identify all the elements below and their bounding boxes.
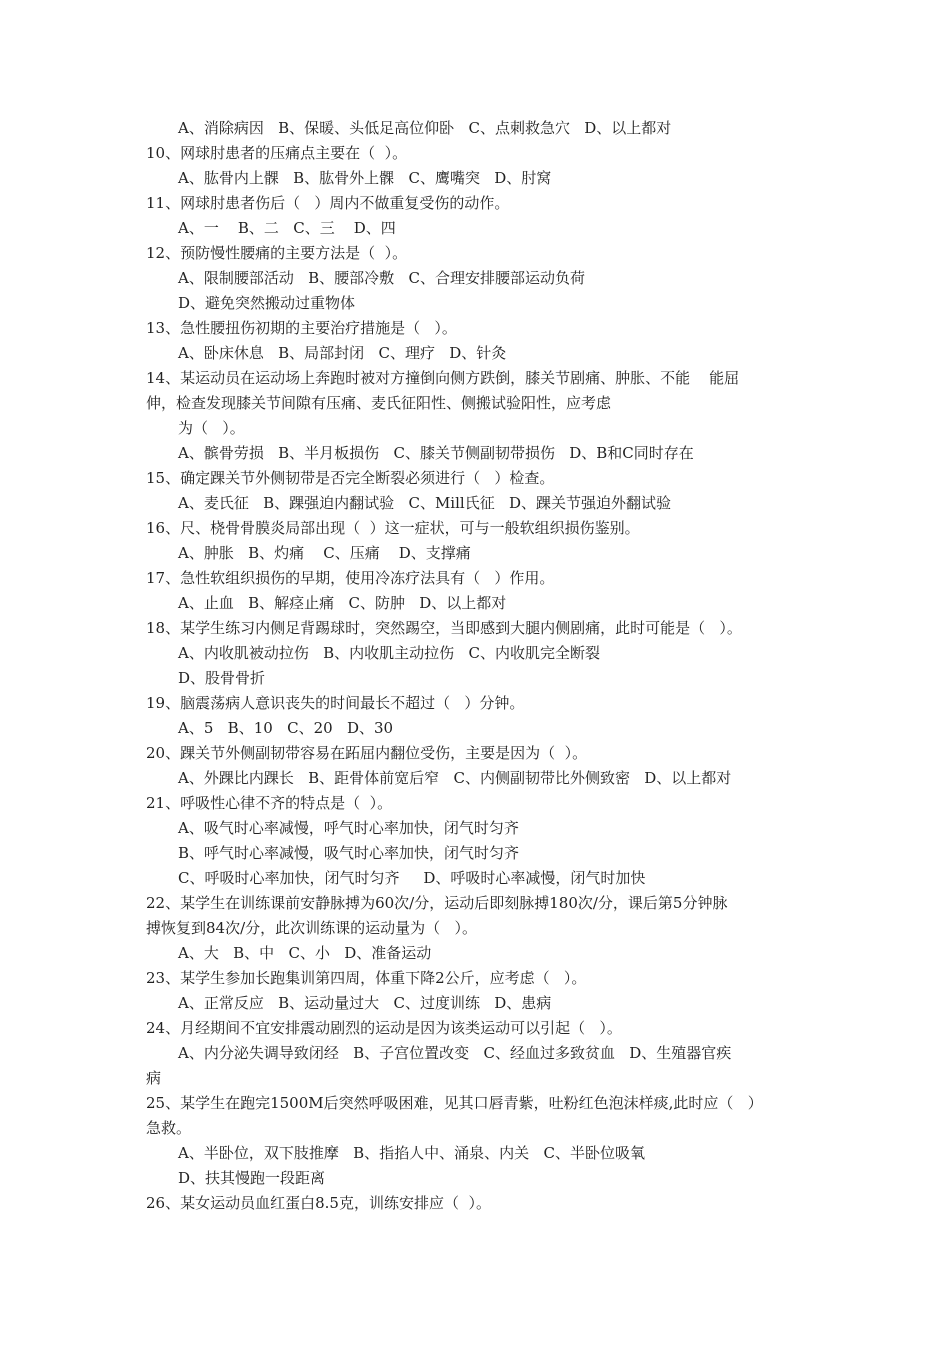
question-line: 13、急性腰扭伤初期的主要治疗措施是（ ）。: [146, 319, 457, 337]
question-line: 26、某女运动员血红蛋白8.5克，训练安排应（ ）。: [146, 1194, 491, 1212]
answer-option-line: A、半卧位，双下肢推摩 B、指掐人中、涌泉、内关 C、半卧位吸氧: [178, 1144, 645, 1162]
answer-option-line: A、麦氏征 B、踝强迫内翻试验 C、Mill氏征 D、踝关节强迫外翻试验: [178, 494, 672, 512]
answer-option-line: A、肱骨内上髁 B、肱骨外上髁 C、鹰嘴突 D、肘窝: [178, 169, 552, 187]
question-line: 12、预防慢性腰痛的主要方法是（ ）。: [146, 244, 408, 262]
question-line: 17、急性软组织损伤的早期，使用冷冻疗法具有（ ）作用。: [146, 569, 555, 587]
answer-option-line: A、正常反应 B、运动量过大 C、过度训练 D、患病: [178, 994, 552, 1012]
answer-option-line: A、消除病因 B、保暖、头低足高位仰卧 C、点刺救急穴 D、以上都对: [178, 119, 672, 137]
question-list: [146, 116, 816, 1216]
answer-option-line: A、内分泌失调导致闭经 B、子宫位置改变 C、经血过多致贫血 D、生殖器官疾: [178, 1044, 732, 1062]
answer-option-line: A、一 B、二 C、三 D、四: [178, 219, 396, 237]
answer-option-line: A、限制腰部活动 B、腰部冷敷 C、合理安排腰部运动负荷: [178, 269, 585, 287]
question-line: 20、踝关节外侧副韧带容易在跖屈内翻位受伤，主要是因为（ ）。: [146, 744, 588, 762]
question-line: 21、呼吸性心律不齐的特点是（ ）。: [146, 794, 393, 812]
answer-option-line: A、髌骨劳损 B、半月板损伤 C、膝关节侧副韧带损伤 D、B和C同时存在: [178, 444, 694, 462]
question-line: 18、某学生练习内侧足背踢球时，突然踢空，当即感到大腿内侧剧痛，此时可能是（ ）。: [146, 619, 742, 637]
answer-option-line: D、扶其慢跑一段距离: [178, 1169, 326, 1187]
question-line: 病: [146, 1069, 162, 1087]
question-line: 22、某学生在训练课前安静脉搏为60次/分，运动后即刻脉搏180次/分，课后第5分钟脉: [146, 894, 728, 912]
answer-option-line: A、肿胀 B、灼痛 C、压痛 D、支撑痛: [178, 544, 471, 562]
answer-option-line: D、避免突然搬动过重物体: [178, 294, 356, 312]
question-line: 19、脑震荡病人意识丧失的时间最长不超过（ ）分钟。: [146, 694, 525, 712]
answer-option-line: D、股骨骨折: [178, 669, 266, 687]
answer-option-line: A、止血 B、解痉止痛 C、防肿 D、以上都对: [178, 594, 507, 612]
answer-option-line: A、卧床休息 B、局部封闭 C、理疗 D、针灸: [178, 344, 507, 362]
question-line: 伸，检查发现膝关节间隙有压痛、麦氏征阳性、侧搬试验阳性，应考虑: [146, 394, 612, 412]
answer-option-line: C、呼吸时心率加快，闭气时匀齐 D、呼吸时心率减慢，闭气时加快: [178, 869, 646, 887]
answer-option-line: A、吸气时心率减慢，呼气时心率加快，闭气时匀齐: [178, 819, 519, 837]
answer-option-line: A、5 B、10 C、20 D、30: [178, 719, 394, 737]
question-line: 15、确定踝关节外侧韧带是否完全断裂必须进行（ ）检查。: [146, 469, 555, 487]
answer-option-line: B、呼气时心率减慢，吸气时心率加快，闭气时匀齐: [178, 844, 520, 862]
question-line: 14、某运动员在运动场上奔跑时被对方撞倒向侧方跌倒，膝关节剧痛、肿胀、不能 能屈: [146, 369, 740, 387]
question-line: 10、网球肘患者的压痛点主要在（ ）。: [146, 144, 408, 162]
answer-option-line: A、外踝比内踝长 B、距骨体前宽后窄 C、内侧副韧带比外侧致密 D、以上都对: [178, 769, 732, 787]
answer-option-line: 为（ ）。: [178, 419, 245, 437]
question-line: 24、月经期间不宜安排震动剧烈的运动是因为该类运动可以引起（ ）。: [146, 1019, 622, 1037]
question-line: 11、网球肘患者伤后（ ）周内不做重复受伤的动作。: [146, 194, 510, 212]
answer-option-line: A、内收肌被动拉伤 B、内收肌主动拉伤 C、内收肌完全断裂: [178, 644, 600, 662]
answer-option-line: A、大 B、中 C、小 D、准备运动: [178, 944, 432, 962]
question-line: 搏恢复到84次/分，此次训练课的运动量为（ ）。: [146, 919, 477, 937]
question-line: 急救。: [146, 1119, 192, 1137]
question-line: 16、尺、桡骨骨膜炎局部出现（ ）这一症状，可与一般软组织损伤鉴别。: [146, 519, 640, 537]
question-line: 25、某学生在跑完1500M后突然呼吸困难，见其口唇青紫，吐粉红色泡沫样痰,此时应（ ）: [146, 1094, 763, 1112]
question-line: 23、某学生参加长跑集训第四周，体重下降2公斤，应考虑（ ）。: [146, 969, 587, 987]
